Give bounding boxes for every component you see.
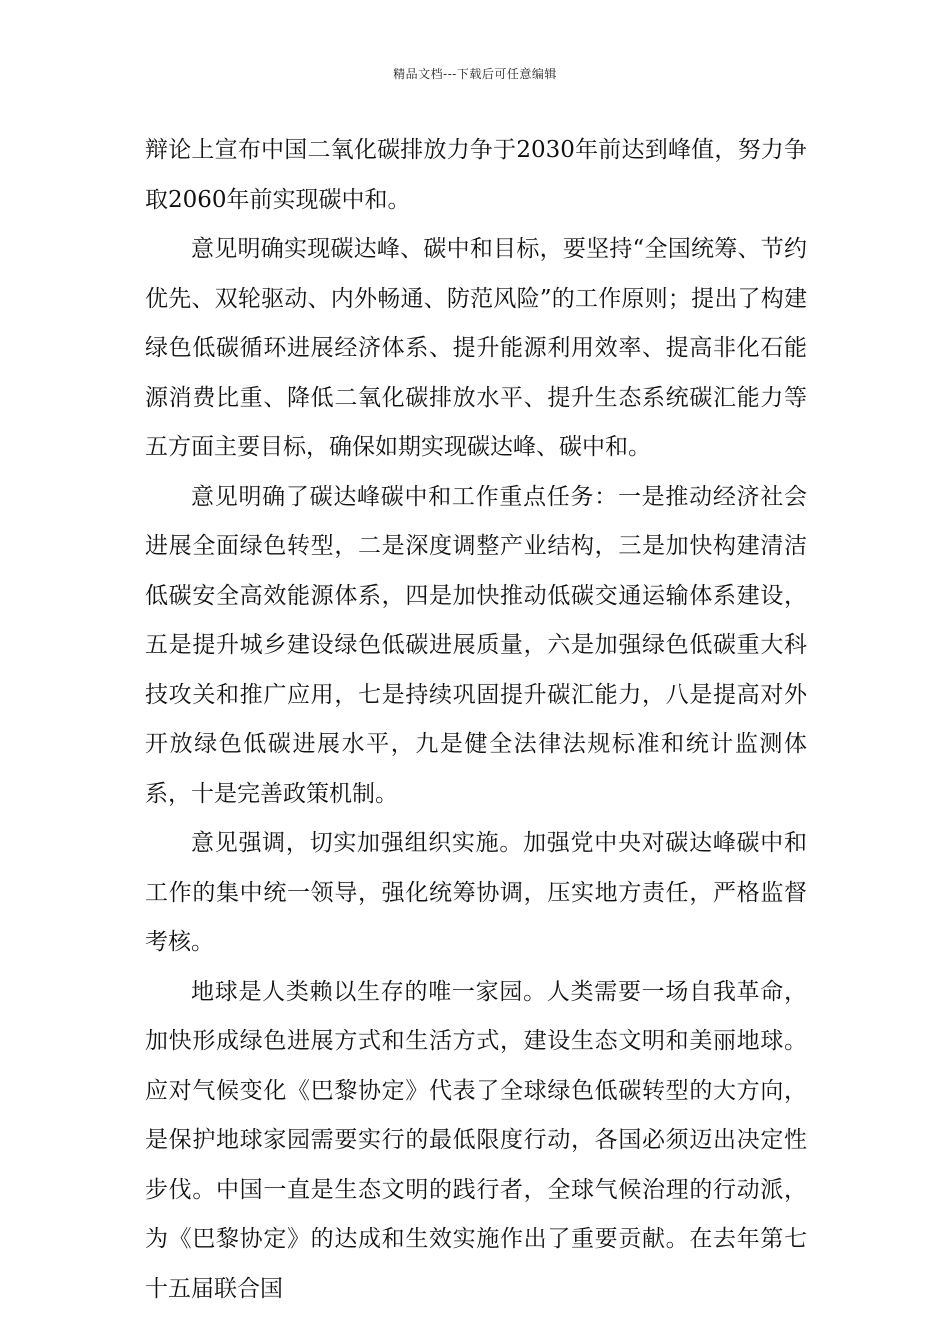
paragraph-2: 意见明确实现碳达峰、碳中和目标，要坚持“全国统筹、节约优先、双轮驱动、内外畅通、防范风险”的工作原则；提出了构建绿色低碳循环进展经济体系、提升能源利用效率、提高非化石能源消费比重、降低二氧化碳排放水平、提升生态系统碳汇能力等五方面主要目标，确保如期实现碳达峰、碳中和。 [145,236,807,460]
paragraph-1: 辩论上宣布中国二氧化碳排放力争于2030年前达到峰值，努力争取2060年前实现碳中和。 [145,137,807,213]
paragraph-3: 意见明确了碳达峰碳中和工作重点任务：一是推动经济社会进展全面绿色转型，二是深度调整产业结构，三是加快构建清洁低碳安全高效能源体系，四是加快推动低碳交通运输体系建设，五是提升城乡建设绿色低碳进展质量，六是加强绿色低碳重大科技攻关和推广应用，七是持续巩固提升碳汇能力，八是提高对外开放绿色低碳进展水平，九是健全法律法规标准和统计监测体系，十是完善政策机制。 [145,483,807,807]
paragraph-5: 地球是人类赖以生存的唯一家园。人类需要一场自我革命，加快形成绿色进展方式和生活方式，建设生态文明和美丽地球。应对气候变化《巴黎协定》代表了全球绿色低碳转型的大方向，是保护地球家园需要实行的最低限度行动，各国必须迈出决定性步伐。中国一直是生态文明的践行者，全球气候治理的行动派，为《巴黎协定》的达成和生效实施作出了重要贡献。在去年第七十五届联合国 [145,978,807,1302]
paragraph-4: 意见强调，切实加强组织实施。加强党中央对碳达峰碳中和工作的集中统一领导，强化统筹协调，压实地方责任，严格监督考核。 [145,830,807,955]
page-header: 精品文档---下载后可任意编辑 [393,67,557,81]
document-body [145,126,807,1314]
